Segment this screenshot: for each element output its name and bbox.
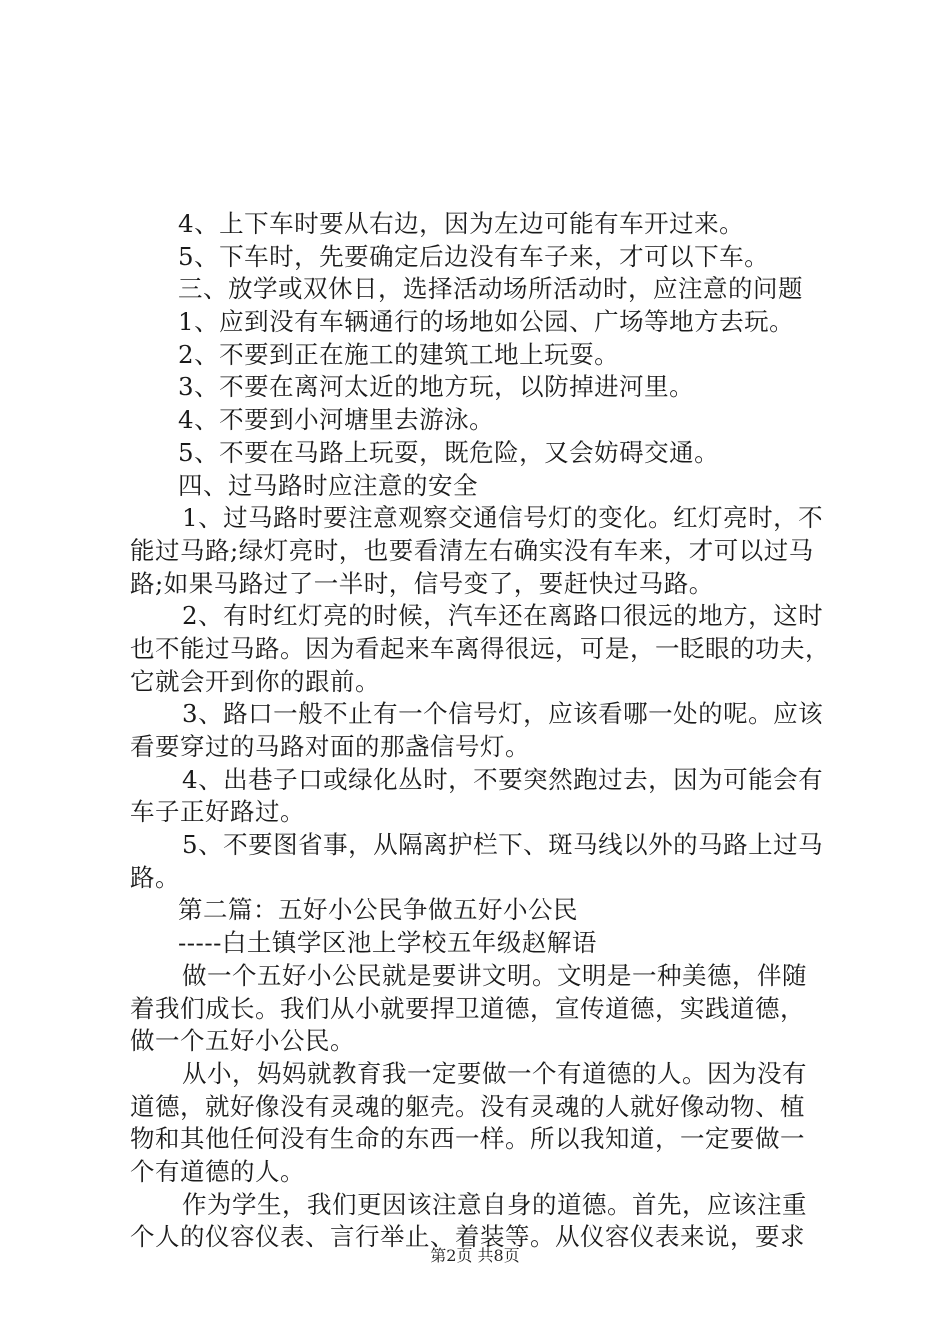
text-line: -----白土镇学区池上学校五年级赵解语 xyxy=(178,928,597,958)
text-line: 个有道德的人。 xyxy=(130,1156,305,1186)
text-line: 作为学生，我们更因该注意自身的道德。首先，应该注重 xyxy=(182,1189,807,1219)
text-line: 着我们成长。我们从小就要捍卫道德，宣传道德，实践道德， xyxy=(130,993,805,1023)
text-line: 三、放学或双休日，选择活动场所活动时，应注意的问题 xyxy=(178,274,803,304)
text-line: 1、应到没有车辆通行的场地如公园、广场等地方去玩。 xyxy=(178,307,795,337)
text-line: 路。 xyxy=(130,862,180,892)
text-line: 物和其他任何没有生命的东西一样。所以我知道，一定要做一 xyxy=(130,1124,805,1154)
text-line: 5、下车时，先要确定后边没有车子来，才可以下车。 xyxy=(178,241,770,271)
text-line: 5、不要图省事，从隔离护栏下、斑马线以外的马路上过马 xyxy=(182,830,824,860)
text-line: 第二篇：五好小公民争做五好小公民 xyxy=(178,895,578,925)
text-line: 1、过马路时要注意观察交通信号灯的变化。红灯亮时，不 xyxy=(182,503,824,533)
text-line: 它就会开到你的跟前。 xyxy=(130,666,380,696)
text-line: 能过马路;绿灯亮时，也要看清左右确实没有车来，才可以过马 xyxy=(130,535,814,565)
text-line: 3、不要在离河太近的地方玩，以防掉进河里。 xyxy=(178,372,695,402)
page-footer: 第2页 共8页 xyxy=(430,1246,520,1265)
text-line: 个人的仪容仪表、言行举止、着装等。从仪容仪表来说，要求 xyxy=(130,1222,805,1252)
text-line: 4、上下车时要从右边，因为左边可能有车开过来。 xyxy=(178,209,745,238)
text-line: 4、不要到小河塘里去游泳。 xyxy=(178,405,495,435)
text-line: 5、不要在马路上玩耍，既危险，又会妨碍交通。 xyxy=(178,437,720,467)
text-line: 四、过马路时应注意的安全 xyxy=(178,470,478,500)
text-line: 2、有时红灯亮的时候，汽车还在离路口很远的地方，这时 xyxy=(182,601,824,631)
text-line: 做一个五好小公民就是要讲文明。文明是一种美德，伴随 xyxy=(182,960,807,990)
text-line: 看要穿过的马路对面的那盏信号灯。 xyxy=(130,732,530,761)
text-line: 从小，妈妈就教育我一定要做一个有道德的人。因为没有 xyxy=(182,1058,807,1088)
text-line: 3、路口一般不止有一个信号灯，应该看哪一处的呢。应该 xyxy=(182,699,824,729)
text-line: 4、出巷子口或绿化丛时，不要突然跑过去，因为可能会有 xyxy=(182,764,824,794)
text-line: 路;如果马路过了一半时，信号变了，要赶快过马路。 xyxy=(130,568,714,598)
text-line: 车子正好路过。 xyxy=(130,797,305,827)
text-line: 也不能过马路。因为看起来车离得很远，可是，一眨眼的功夫， xyxy=(130,633,830,663)
text-line: 道德，就好像没有灵魂的躯壳。没有灵魂的人就好像动物、植 xyxy=(130,1091,805,1121)
text-line: 2、不要到正在施工的建筑工地上玩耍。 xyxy=(178,339,620,369)
text-line: 做一个五好小公民。 xyxy=(130,1026,355,1056)
document-body xyxy=(130,208,830,1254)
